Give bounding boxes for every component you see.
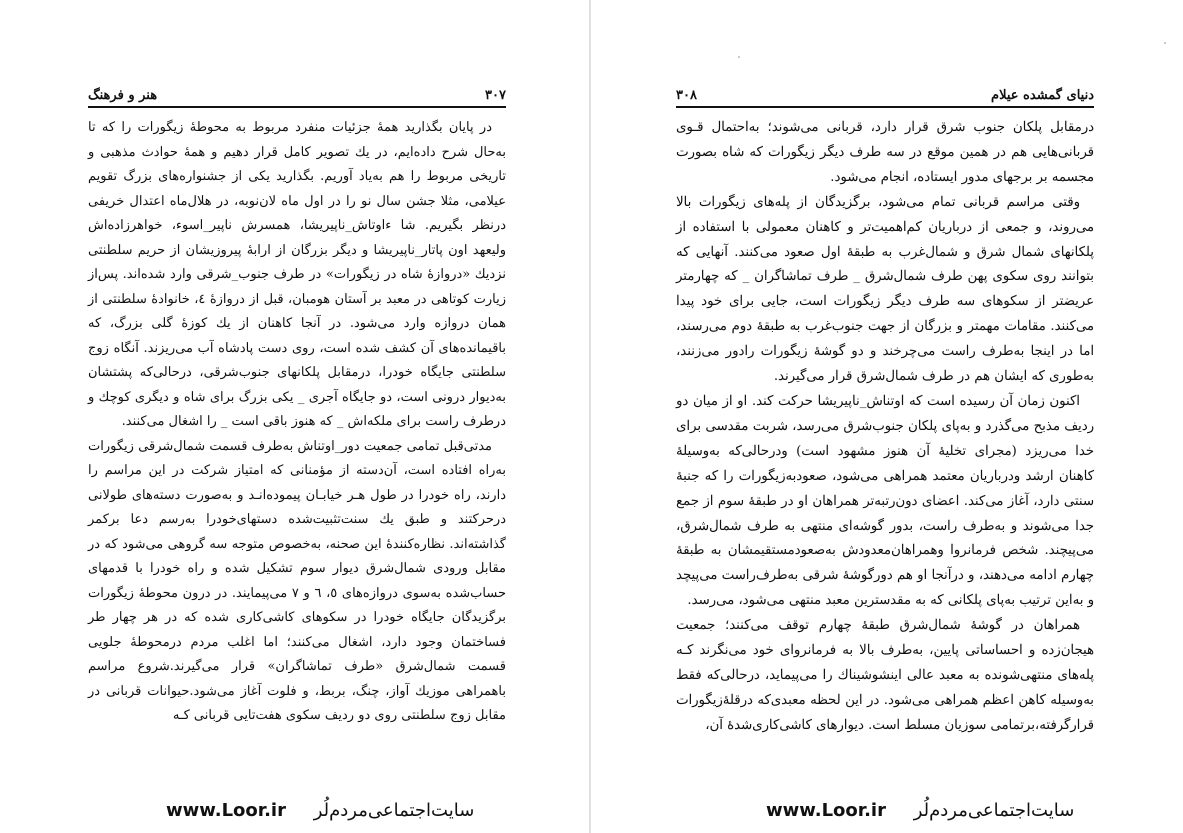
site-url: www.Loor.ir (766, 800, 886, 821)
scan-speck (738, 56, 740, 58)
page-number: ۳۰۸ (676, 88, 697, 103)
right-page-body (676, 116, 1094, 739)
running-title: هنر و فرهنگ (88, 88, 158, 103)
paragraph: درمقابل پلکان جنوب شرق قرار دارد، قربانی می‌شوند؛ به‌احتمال قـوی قربانی‌هایی هم در همین موقع در سه طرف دیگر زیگورات که شاه بصورت مجسمه بر برجهای مدور ایستاده، انجام می‌شود. (676, 120, 1094, 185)
paragraph: اکنون زمان آن رسیده است که اوتناش_ناپیریشا حرکت کند. او از میان دو ردیف مذبح می‌گذرد و به‌پای پلکان جنوب‌شرق می‌رسد، شربت مقدسی برای خدا می‌ریزد (مجرای تخلیهٔ آن هنوز مشهود است) ودرحالی‌که به‌وسیلهٔ کاهنان ارشد ودرباریان معتمد همراهی می‌شود، صعودبه‌زیگورات را که جنبهٔ سنتی دارد، آغاز می‌کند. اعضای دون‌رتبه‌تر همراهان او در طبقهٔ سوم از جمع جدا می‌شوند و به‌طرف راست، بدور گوشه‌ای منتهی به طرف شمال‌شرق، می‌پیچند. شخص فرمانروا وهمراهان‌معدودش به‌صعودمستقیمشان به طبقهٔ چهارم ادامه می‌دهند، و درآنجا او هم دورگوشهٔ شرقی به‌طرف‌راست می‌پیچد و به‌این ترتیب به‌پای پلکانی که به مقدسترین معبد منتهی می‌شود، می‌رسد. (676, 393, 1094, 609)
scan-speck (1164, 42, 1166, 44)
page-number: ۳۰۷ (485, 88, 506, 103)
paragraph: مدتی‌قبل تمامی جمعیت دور_اوتناش به‌طرف قسمت شمال‌شرقی زیگورات به‌راه افتاده است، آن‌دسته از مؤمنانی که امتیاز شرکت در این مراسم را دارند، راه خودرا در طول هـر خیابـان پیموده‌انـد و به‌صورت دسته‌های طولانی درحرکتند و طبق یك سنت‌تثبیت‌شده دستهای‌خودرا به‌رسم دعا برکمر گذاشته‌اند. نظاره‌کنندهٔ این صحنه، به‌خصوص متوجه سه گروهی می‌شود که در مقابل ورودی شمال‌شرق دیوار سوم تشکیل شده و راه خودرا با قدمهای حساب‌شده به‌سوی دروازه‌های ٥، ٦ و ٧ می‌پیمایند. در درون محوطهٔ زیگورات برگزیدگان جایگاه خودرا در سکوهای کاشی‌کاری شده که در هر چهار طر فساختمان وجود دارد، اشغال می‌کنند؛ اما اغلب مردم درمحوطهٔ جلویی قسمت شمال‌شرق «طرف تماشاگران» قرار می‌گیرند.شروع مراسم باهمراهی موزیك آواز، چنگ، بربط، و فلوت آغاز می‌شود.حیوانات قربانی در مقابل زوج سلطنتی روی دو ردیف سکوی هفت‌تایی قربانی کـه (88, 438, 506, 723)
right-page-header (676, 88, 1094, 108)
right-footer-watermark (766, 796, 1126, 826)
paragraph: وقتی مراسم قربانی تمام می‌شود، برگزیدگان از پله‌های زیگورات بالا می‌روند، و جمعی از درباریان کم‌اهمیت‌تر و کاهنان معمولی با استفاده از پلکانهای شمال شرق و شمال‌غرب به طبقهٔ اول صعود می‌کنند. آنهایی که بتوانند روی سکوی پهن طرف شمال‌شرق _ طرف تماشاگران _ که چهارمتر عریضتر از سکوهای سه طرف دیگر زیگورات است، جایی برای خود پیدا می‌کنند. مقامات مهمتر و بزرگان از جهت جنوب‌غرب به طبقهٔ دوم می‌رسند، اما در اینجا به‌طرف راست می‌چرخند و دو گوشهٔ زیگورات رادور می‌زنند، به‌طوری که ایشان هم در طرف شمال‌شرق قرار می‌گیرند. (676, 194, 1094, 385)
site-name: سایت‌اجتماعی‌مردم‌لُر (313, 800, 475, 821)
book-gutter (589, 0, 591, 833)
left-page (88, 88, 506, 768)
paragraph: همراهان در گوشهٔ شمال‌شرق طبقهٔ چهارم توقف می‌کنند؛ جمعیت هیجان‌زده و احساساتی پایین، به‌طرف بالا به فرمانروای خود می‌نگرند کـه پله‌های منتهی‌شونده به معبد عالی اینشوشیناك را می‌پیماید، درحالی‌که فقط به‌وسیله کاهن اعظم همراهی می‌شود. در این لحظه معبدی‌که درقلهٔ‌زیگورات قرارگرفته،برتمامی سوزیان مسلط است. دیوارهای کاشی‌کاری‌شدهٔ آن، (676, 618, 1094, 733)
site-url: www.Loor.ir (166, 800, 286, 821)
left-page-body (88, 116, 506, 729)
right-page (676, 88, 1094, 768)
paragraph: در پایان بگذارید همهٔ جزئیات منفرد مربوط به محوطهٔ زیگورات را که تا به‌حال شرح داده‌ایم، در یك تصویر کامل قرار دهیم و همهٔ حوادث مذهبی و تاریخی مربوط را هم به‌یاد آوریم. بگذارید یکی از جشنواره‌های بزرگ تقویم عیلامی، مثلا جشن سال نو را در اول ماه لان‌نوبه، در هلال‌ماه اعتدال خریفی درنظر بگیریم. شا ءاوتاش_ناپیریشا، همسرش ناپیر_اسوء، خواهرزاده‌اش ولیعهد اون پاتار_ناپیریشا و دیگر بزرگان از ارابهٔ پیروزیشان از حریم سلطنتی نزدیك «دروازهٔ شاه در زیگورات» در طرف جنوب_شرقی وارد شده‌اند. پس‌از زیارت کوتاهی در معبد بر آستان هومبان، قبل از دروازهٔ ٤، خانوادهٔ سلطنتی از همان دروازه وارد می‌شود. در آنجا کاهنان از یك کوزهٔ گلی بزرگ، که باقیمانده‌های آن کشف شده است، روی دست پادشاه آب می‌ریزند. آنگاه زوج سلطنتی جایگاه خودرا، درمقابل پلکانهای جنوب‌شرقی، درحالی‌که پشتشان به‌دیوار درونی است، دو جایگاه آجری _ یکی بزرگ برای شاه و دیگری کوچك و درطرف راست برای ملکه‌اش _ که هنوز باقی است _ را اشغال می‌کنند. (88, 120, 506, 429)
site-name: سایت‌اجتماعی‌مردم‌لُر (913, 800, 1075, 821)
left-footer-watermark (166, 796, 526, 826)
running-title: دنیای گمشده عیلام (991, 88, 1094, 103)
left-page-header (88, 88, 506, 108)
